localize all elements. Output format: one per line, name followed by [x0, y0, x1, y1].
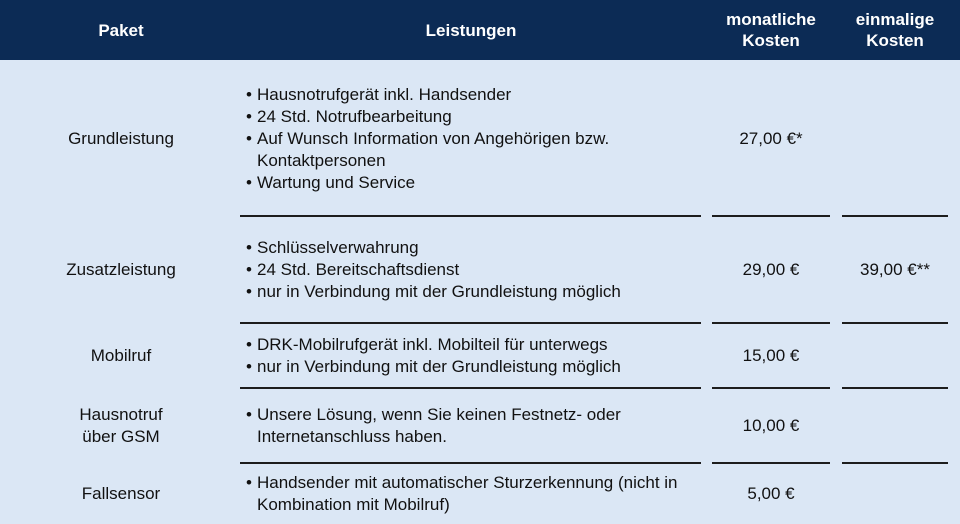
header-einmalige-line2: Kosten [866, 31, 924, 50]
row-2-onetime-cost: 39,00 €** [860, 260, 930, 279]
row-1-monthly-cost: 27,00 €* [739, 129, 803, 148]
row-3-monthly-cost: 15,00 € [742, 346, 800, 365]
header-einmalige-kosten [835, 0, 955, 60]
row-5-paket [0, 465, 242, 523]
service-item: • Schlüsselverwahrung [245, 237, 621, 259]
row-3-paket-label: Mobilruf [90, 346, 152, 365]
row-5-paket-label: Fallsensor [81, 484, 161, 503]
row-3-onetime-cost [838, 325, 952, 387]
header-paket: Paket [98, 20, 144, 40]
row-4-onetime-cost [838, 390, 952, 462]
row-divider [240, 387, 701, 389]
service-item: • Wartung und Service [245, 172, 697, 194]
service-item: • Auf Wunsch Information von Angehörigen bzw. Kontaktpersonen [245, 128, 697, 172]
row-divider [712, 215, 830, 217]
service-item: • nur in Verbindung mit der Grundleistung möglich [245, 281, 621, 303]
service-item: • nur in Verbindung mit der Grundleistung möglich [245, 356, 621, 378]
table-header [0, 0, 960, 60]
header-monatliche-line1: monatliche [726, 10, 816, 29]
row-divider [240, 322, 701, 324]
row-2-monthly-cost: 29,00 € [742, 260, 800, 279]
row-4-paket [0, 390, 242, 462]
row-4-paket-line2: über GSM [82, 427, 160, 446]
service-item: • 24 Std. Bereitschaftsdienst [245, 259, 621, 281]
row-5-services [245, 465, 705, 523]
row-divider [240, 462, 701, 464]
header-einmalige-line1: einmalige [855, 10, 935, 29]
row-1-paket-label: Grundleistung [68, 129, 174, 148]
row-2-services [245, 218, 705, 322]
row-divider [842, 387, 948, 389]
row-1-onetime-cost [838, 62, 952, 216]
service-item: • Handsender mit automatischer Sturzerkennung (nicht in Kombination mit Mobilruf) [245, 472, 702, 516]
service-item: • Hausnotrufgerät inkl. Handsender [245, 84, 697, 106]
row-4-monthly-cost: 10,00 € [742, 416, 800, 435]
header-monatliche-kosten [712, 0, 830, 60]
row-3-paket [0, 325, 242, 387]
row-1-paket [0, 62, 242, 216]
row-divider [842, 322, 948, 324]
row-divider [842, 462, 948, 464]
row-divider [842, 215, 948, 217]
row-2-paket [0, 218, 242, 322]
row-5-monthly-cost: 5,00 € [747, 484, 795, 503]
row-divider [712, 387, 830, 389]
row-1-services [245, 62, 705, 216]
row-2-paket-label: Zusatzleistung [66, 260, 176, 279]
row-4-paket-line1: Hausnotruf [79, 405, 163, 424]
row-3-services [245, 325, 705, 387]
row-divider [712, 322, 830, 324]
row-4-services [245, 390, 705, 462]
service-item: • 24 Std. Notrufbearbeitung [245, 106, 697, 128]
header-leistungen: Leistungen [425, 20, 517, 40]
row-divider [240, 215, 701, 217]
row-divider [712, 462, 830, 464]
row-5-onetime-cost [838, 465, 952, 523]
service-item: • DRK-Mobilrufgerät inkl. Mobilteil für unterwegs [245, 334, 621, 356]
service-item: • Unsere Lösung, wenn Sie keinen Festnetz- oder Internetanschluss haben. [245, 404, 697, 448]
header-monatliche-line2: Kosten [742, 31, 800, 50]
